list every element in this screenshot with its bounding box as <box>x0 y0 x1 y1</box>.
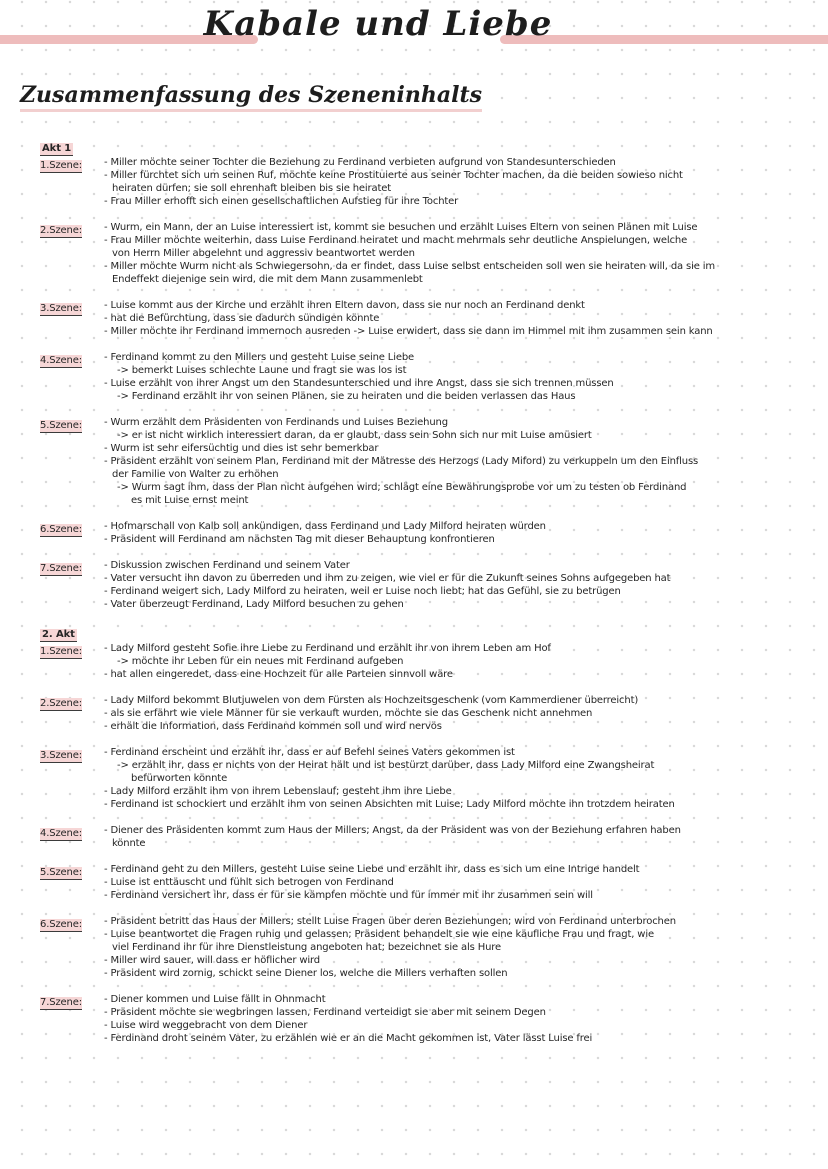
scene-label: 7.Szene: <box>40 563 82 574</box>
scene-row <box>40 824 816 850</box>
note-line: - Luise beantwortet die Fragen ruhig und gelassen; Präsident behandelt sie wie eine käufliche Frau und fragt, wie <box>104 929 654 940</box>
note-line: - Miller möchte Wurm nicht als Schwiegersohn, da er findet, dass Luise selbst entscheiden soll wen sie heiraten will, da sie im <box>104 261 715 272</box>
scene-row <box>40 221 816 286</box>
scene-label-col <box>40 642 104 659</box>
scene-label: 4.Szene: <box>40 828 82 839</box>
scene-label: 5.Szene: <box>40 420 82 431</box>
note-line: - Miller wird sauer, will dass er höflicher wird <box>104 955 320 966</box>
note-line: - Diskussion zwischen Ferdinand und seinem Vater <box>104 560 350 571</box>
scene-label: 3.Szene: <box>40 750 82 761</box>
note-line: - erhält die Information, dass Ferdinand kommen soll und wird nervös <box>104 721 442 732</box>
note-line: - Wurm, ein Mann, der an Luise interessiert ist, kommt sie besuchen und erzählt Luises Eltern von seinen Plänen mit Luise <box>104 222 698 233</box>
scene-label: 6.Szene: <box>40 524 82 535</box>
note-line: - Lady Milford erzählt ihm von ihrem Lebenslauf; gesteht ihm ihre Liebe <box>104 786 452 797</box>
note-line: - hat allen eingeredet, dass eine Hochzeit für alle Parteien sinnvoll wäre <box>104 669 453 680</box>
scene-label-col <box>40 156 104 173</box>
scene-label-col <box>40 915 104 932</box>
act-label-row <box>40 139 816 156</box>
note-line: - Ferdinand kommt zu den Millers und gesteht Luise seine Liebe <box>104 352 415 363</box>
act-label: Akt 1 <box>42 143 72 154</box>
scene-label: 1.Szene: <box>40 646 82 657</box>
note-line: - Ferdinand erscheint und erzählt ihr, dass er auf Befehl seines Vaters gekommen ist <box>104 747 515 758</box>
scene-row <box>40 694 816 733</box>
note-line: - Luise wird weggebracht von dem Diener <box>104 1020 308 1031</box>
note-line: - Wurm ist sehr eifersüchtig und dies ist sehr bemerkbar <box>104 443 379 454</box>
note-line: viel Ferdinand ihr für ihre Dienstleistung angeboten hat; bezeichnet sie als Hure <box>112 942 502 953</box>
note-line: - Miller möchte seiner Tochter die Beziehung zu Ferdinand verbieten aufgrund von Standesunterschieden <box>104 157 616 168</box>
section-heading: Zusammenfassung des Szeneninhalts <box>20 82 482 112</box>
scene-row <box>40 642 816 681</box>
scene-lines <box>104 416 816 507</box>
scene-label-col <box>40 746 104 763</box>
page-title: Kabale und Liebe <box>203 4 553 44</box>
scene-lines <box>104 642 816 681</box>
note-line: - Wurm erzählt dem Präsidenten von Ferdinands und Luises Beziehung <box>104 417 448 428</box>
scene-label-col <box>40 520 104 537</box>
note-line: -> er ist nicht wirklich interessiert daran, da er glaubt, dass sein Sohn sich nur mit Luise amüsiert <box>117 430 592 441</box>
note-line: - Luise erzählt von ihrer Angst um den Standesunterschied und ihre Angst, dass sie sich trennen müssen <box>104 378 614 389</box>
note-line: - Präsident wird zornig, schickt seine Diener los, welche die Millers verhaften sollen <box>104 968 508 979</box>
note-line: - Vater versucht ihn davon zu überreden und ihm zu zeigen, wie viel er für die Zukunft seines Sohns aufgegeben hat <box>104 573 671 584</box>
scene-label: 1.Szene: <box>40 160 82 171</box>
scene-lines <box>104 824 816 850</box>
act-section <box>40 139 816 611</box>
note-line: der Familie von Walter zu erhöhen <box>112 469 279 480</box>
scene-lines <box>104 559 816 611</box>
note-line: - Diener kommen und Luise fällt in Ohnmacht <box>104 994 326 1005</box>
note-line: - als sie erfährt wie viele Männer für sie verkauft wurden, möchte sie das Geschenk nicht annehmen <box>104 708 593 719</box>
note-line: - Ferdinand ist schockiert und erzählt ihm von seinen Absichten mit Luise; Lady Milford möchte ihn trotzdem heiraten <box>104 799 675 810</box>
note-line: - Präsident will Ferdinand am nächsten Tag mit dieser Behauptung konfrontieren <box>104 534 495 545</box>
note-line: - Miller möchte ihr Ferdinand immernoch ausreden -> Luise erwidert, dass sie dann im Himmel mit ihm zusammen sein kann <box>104 326 713 337</box>
note-line: - Präsident erzählt von seinem Plan, Ferdinand mit der Mätresse des Herzogs (Lady Miford) zu verkuppeln um den Einfluss <box>104 456 699 467</box>
scene-label-col <box>40 993 104 1010</box>
note-line: befürworten könnte <box>131 773 228 784</box>
scene-lines <box>104 221 816 286</box>
note-line: könnte <box>112 838 146 849</box>
scene-label-col <box>40 351 104 368</box>
scene-lines <box>104 746 816 811</box>
act-section <box>40 625 816 1045</box>
scene-label: 7.Szene: <box>40 997 82 1008</box>
note-line: -> Ferdinand erzählt ihr von seinen Plänen, sie zu heiraten und die beiden verlassen das Haus <box>117 391 576 402</box>
scene-label: 2.Szene: <box>40 698 82 709</box>
scene-label: 6.Szene: <box>40 919 82 930</box>
scene-label: 3.Szene: <box>40 303 82 314</box>
scene-lines <box>104 520 816 546</box>
scene-lines <box>104 299 816 338</box>
scene-label-col <box>40 299 104 316</box>
note-line: heiraten dürfen; sie soll ehrenhaft bleiben bis sie heiratet <box>112 183 392 194</box>
note-line: von Herrn Miller abgelehnt und aggressiv beantwortet werden <box>112 248 415 259</box>
note-line: -> Wurm sagt ihm, dass der Plan nicht aufgehen wird; schlägt eine Bewährungsprobe vor um zu testen ob Ferdinand <box>117 482 687 493</box>
scene-row <box>40 520 816 546</box>
scene-label: 2.Szene: <box>40 225 82 236</box>
scene-lines <box>104 351 816 403</box>
note-line: es mit Luise ernst meint <box>131 495 249 506</box>
act-label: 2. Akt <box>42 629 75 640</box>
note-line: - Ferdinand geht zu den Millers, gesteht Luise seine Liebe und erzählt ihr, dass es sich um eine Intrige handelt <box>104 864 640 875</box>
note-line: - Präsident betritt das Haus der Millers; stellt Luise Fragen über deren Beziehungen; wird von Ferdinand unterbrochen <box>104 916 676 927</box>
scene-lines <box>104 156 816 208</box>
scene-row <box>40 351 816 403</box>
note-line: Endeffekt diejenige sein wird, die mit dem Mann zusammenlebt <box>112 274 423 285</box>
scene-row <box>40 559 816 611</box>
scene-row <box>40 156 816 208</box>
scene-label-col <box>40 824 104 841</box>
scene-lines <box>104 863 816 902</box>
scene-label: 4.Szene: <box>40 355 82 366</box>
note-line: -> möchte ihr Leben für ein neues mit Ferdinand aufgeben <box>117 656 404 667</box>
note-line: - Diener des Präsidenten kommt zum Haus der Millers; Angst, da der Präsident was von der Beziehung erfahren haben <box>104 825 681 836</box>
scene-row <box>40 915 816 980</box>
scene-label-col <box>40 416 104 433</box>
note-line: - Ferdinand versichert ihr, dass er für sie kämpfen möchte und für immer mit ihr zusammen sein will <box>104 890 593 901</box>
note-line: - Hofmarschall von Kalb soll ankündigen, dass Ferdinand und Lady Milford heiraten würden <box>104 521 546 532</box>
note-line: - Präsident möchte sie wegbringen lassen, Ferdinand verteidigt sie aber mit seinem Degen <box>104 1007 546 1018</box>
note-line: - Lady Milford bekommt Blutjuwelen von dem Fürsten als Hochzeitsgeschenk (vom Kammerdiener überreicht) <box>104 695 639 706</box>
title-header <box>0 0 828 70</box>
note-line: -> erzählt ihr, dass er nichts von der Heirat hält und ist bestürzt darüber, dass Lady Milford eine Zwangsheirat <box>117 760 655 771</box>
scene-row <box>40 299 816 338</box>
note-line: - Frau Miller möchte weiterhin, dass Luise Ferdinand heiratet und macht mehrmals sehr deutliche Anspielungen, welche <box>104 235 688 246</box>
scene-label-col <box>40 221 104 238</box>
scene-row <box>40 863 816 902</box>
scene-label-col <box>40 694 104 711</box>
note-line: - hat die Befürchtung, dass sie dadurch sündigen könnte <box>104 313 380 324</box>
scene-label-col <box>40 863 104 880</box>
scene-label-col <box>40 559 104 576</box>
act-label-row <box>40 625 816 642</box>
scene-label: 5.Szene: <box>40 867 82 878</box>
note-line: - Vater überzeugt Ferdinand, Lady Milford besuchen zu gehen <box>104 599 404 610</box>
scene-lines <box>104 694 816 733</box>
scene-lines <box>104 915 816 980</box>
scene-lines <box>104 993 816 1045</box>
note-line: - Luise ist enttäuscht und fühlt sich betrogen von Ferdinand <box>104 877 394 888</box>
note-line: - Luise kommt aus der Kirche und erzählt ihren Eltern davon, dass sie nur noch an Ferdinand denkt <box>104 300 585 311</box>
note-line: -> bemerkt Luises schlechte Laune und fragt sie was los ist <box>117 365 407 376</box>
note-line: - Lady Milford gesteht Sofie ihre Liebe zu Ferdinand und erzählt ihr von ihrem Leben am Hof <box>104 643 551 654</box>
scene-row <box>40 746 816 811</box>
scene-row <box>40 993 816 1045</box>
note-line: - Miller fürchtet sich um seinen Ruf, möchte keine Prostituierte aus seiner Tochter machen, da die beiden sowieso nicht <box>104 170 683 181</box>
acts-container <box>40 139 816 1058</box>
note-line: - Ferdinand droht seinem Vater, zu erzählen wie er an die Macht gekommen ist, Vater lässt Luise frei <box>104 1033 593 1044</box>
note-line: - Frau Miller erhofft sich einen gesellschaftlichen Aufstieg für ihre Tochter <box>104 196 459 207</box>
scene-row <box>40 416 816 507</box>
note-line: - Ferdinand weigert sich, Lady Milford zu heiraten, weil er Luise noch liebt; hat das Gefühl, sie zu betrügen <box>104 586 621 597</box>
